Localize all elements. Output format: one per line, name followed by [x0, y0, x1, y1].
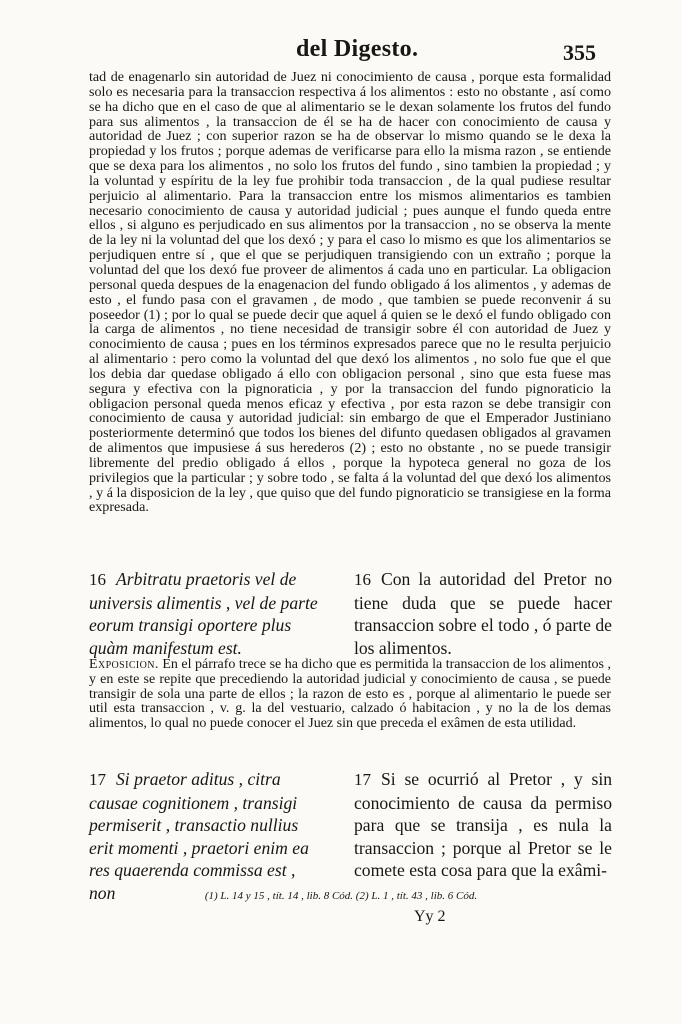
- commentary-paragraph: tad de enagenarlo sin autoridad de Juez ni conocimiento de causa , porque esta formalidad solo es necesaria para la transaccion respectiva á los alimentos : esto no obstante , así como se ha dicho que en el caso de que al alimentario se le dexan solamente los frutos del fundo para sus alimentos , la transaccion de él se ha de hacer con conocimiento de causa y autoridad de Juez ; con superior razon se ha de observar lo mismo quando se le dexa la propiedad y los frutos ; porque ademas de verificarse para ello la misma razon , se entiende que se dexa para los alimentos , no solo los frutos del fundo , sino tambien la propiedad ; y la voluntad y espíritu de la ley fue prohibir toda transaccion , de la qual pudiese resultar perjuicio al alimentario. Para la transaccion entre los mismos alimentarios es tambien necesario conocimiento de causa y autoridad judicial ; pues aunque el fundo queda entre ellos , si alguno es perjudicado en sus alimentos por la transaccion , no se observa la mente de la ley ni la voluntad del que los dexó ; y para el caso lo mismo es que los alimentarios se perjudiquen entre sí , que el que se perjudiquen transigiendo con un extraño ; porque la voluntad del que los dexó fue proveer de alimentos á cada uno en particular. La obligacion personal queda despues de la enagenacion del fundo obligado á los alimentos , y ademas de esto , el fundo pasa con el gravamen , de modo , que tambien se puede reconvenir á su poseedor (1) ; por lo qual se puede decir que aquel á quien se le dexó el fundo obligado con la carga de alimentos , no tiene necesidad de transigir sobre él con autoridad de Juez y conocimiento de causa ; pues en los términos expresados parece que no le resulta perjuicio al alimentario : pero como la voluntad del que dexó los alimentos , no solo fue que el que los debia dar quedase obligado á ello con obligacion personal , sino que esta fuese mas segura y efectiva con la pignoraticia , y por la transaccion del fundo pignoraticio la obligacion personal queda menos eficaz y efectiva , por esta razon se debe transigir con conocimiento de causa y autoridad judicial: sin embargo de que el Emperador Justiniano posteriormente determinó que todos los bienes del difunto quedasen obligados al gravamen de alimentos que impusiese á sus herederos (2) ; esto no obstante , no se puede transigir libremente del predio obligado á ellos , porque la hypoteca general no goza de los privilegios que la particular ; y sobre todo , se falta á la voluntad del que dexó los alimentos , y á la disposicion de la ley , que quiso que del fundo pignoraticio se transigiese en la forma expresada.: [89, 69, 611, 516]
- spanish-translation-17: [354, 768, 612, 882]
- signature-mark: Yy 2: [414, 908, 446, 925]
- exposicion: [89, 658, 611, 732]
- exposicion-text: En el párrafo trece se ha dicho que es permitida la transaccion de los alimentos , y en este se repite que precediendo la autoridad judicial y conocimiento de causa , se puede transigir de sola una parte de ellos ; la razon de esto es , porque al alimentario le puede ser util esta transaccion , v. g. la del vestuario, calzado ó habitacion , y no la de los demas alimentos, lo qual no puede conocer el Juez sin que preceda el exâmen de esta utilidad.: [89, 657, 612, 731]
- section-number: 16: [89, 570, 106, 589]
- footnotes: (1) L. 14 y 15 , tít. 14 , lib. 8 Cód. (2) L. 1 , tít. 43 , lib. 6 Cód.: [204, 890, 478, 902]
- section-number: 16: [354, 570, 371, 589]
- section-number: 17: [89, 770, 106, 789]
- running-title: del Digesto.: [296, 36, 419, 62]
- latin-passage: Arbitratu praetoris vel de universis alimentis , vel de parte eorum transigi oportere plus quàm manifestum est.: [89, 569, 318, 658]
- spanish-translation-16: [354, 568, 612, 659]
- section-number: 17: [354, 770, 371, 789]
- latin-text-16: [89, 568, 324, 659]
- spanish-passage: Si se ocurrió al Pretor , y sin conocimiento de causa da permiso para que se transija , es nula la transaccion ; porque al Pretor se le comete esta cosa para que la exâmi-: [354, 769, 612, 881]
- main-commentary: [89, 70, 611, 515]
- latin-text-17: [89, 768, 324, 905]
- page-number: 355: [563, 40, 596, 65]
- exposicion-label: Exposicion.: [89, 657, 159, 672]
- spanish-passage: Con la autoridad del Pretor no tiene duda que se puede hacer transaccion sobre el todo , ó parte de los alimentos.: [354, 569, 612, 658]
- latin-passage: Si praetor aditus , citra causae cognitionem , transigi permiserit , transactio nullius erit momenti , praetori enim ea res quaerenda commissa est , non: [89, 769, 309, 903]
